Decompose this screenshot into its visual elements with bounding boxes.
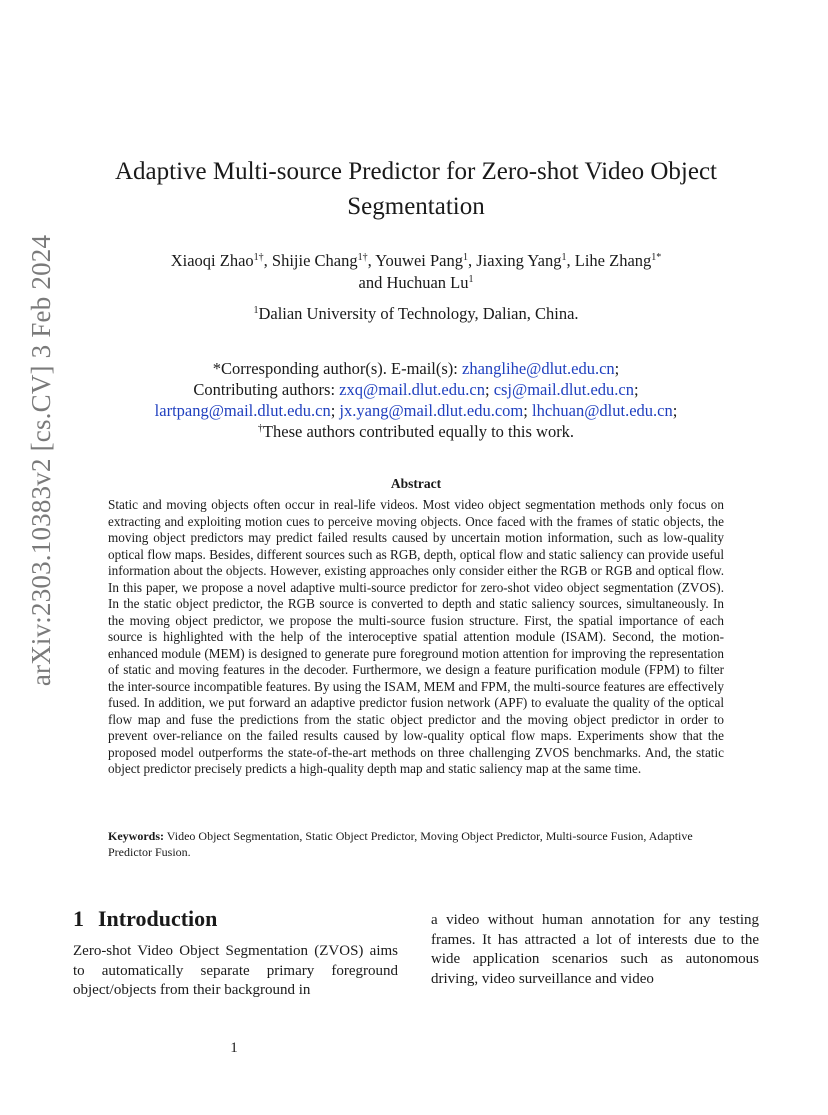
affiliation-mark: 1	[253, 305, 259, 316]
author-affiliation-mark: 1	[561, 252, 567, 263]
author-name: Youwei Pang	[375, 251, 463, 270]
paper-title: Adaptive Multi-source Predictor for Zero-shot Video Object Segmentation	[114, 158, 718, 220]
contributing-line: Contributing authors: zxq@mail.dlut.edu.cn; csj@mail.dlut.edu.cn;	[193, 380, 639, 399]
email-link[interactable]: csj@mail.dlut.edu.cn	[493, 380, 634, 399]
equal-contribution-note	[60, 421, 772, 442]
author-name: Xiaoqi Zhao	[170, 251, 254, 270]
affiliation-text: Dalian University of Technology, Dalian, China.	[258, 304, 579, 323]
author-affiliation-mark: 1†	[357, 252, 368, 263]
email-link[interactable]: lhchuan@dlut.edu.cn	[531, 401, 673, 420]
section-heading	[73, 906, 217, 932]
equal-contribution-text: These authors contributed equally to this work.	[262, 422, 575, 441]
keywords-label: Keywords:	[108, 829, 164, 843]
author-affiliation-mark: 1	[462, 252, 468, 263]
email-link[interactable]: zhanglihe@dlut.edu.cn	[462, 359, 615, 378]
contributing-label: Contributing authors:	[193, 380, 336, 399]
equal-contribution-mark: †	[257, 423, 263, 434]
email-link[interactable]: lartpang@mail.dlut.edu.cn	[154, 401, 331, 420]
affiliation	[60, 303, 772, 325]
email-link[interactable]: zxq@mail.dlut.edu.cn	[339, 380, 485, 399]
abstract-heading: Abstract	[390, 476, 442, 491]
author-conjunction: and	[358, 273, 383, 292]
section-number: 1	[73, 906, 84, 931]
corresponding-label: *Corresponding author(s). E-mail(s):	[212, 359, 458, 378]
keywords-text: Video Object Segmentation, Static Object Predictor, Moving Object Predictor, Multi-source Fusion, Adaptive Predictor Fusion.	[108, 829, 693, 859]
arxiv-identifier-text: arXiv:2303.10383v2 [cs.CV] 3 Feb 2024	[26, 234, 57, 686]
author-name: Shijie Chang	[271, 251, 358, 270]
correspondence-block	[60, 358, 772, 442]
author-affiliation-mark: 1	[468, 274, 474, 285]
email-link[interactable]: jx.yang@mail.dlut.edu.com	[339, 401, 524, 420]
contributing-line: lartpang@mail.dlut.edu.cn; jx.yang@mail.dlut.edu.com; lhchuan@dlut.edu.cn;	[154, 401, 678, 420]
section-title: Introduction	[98, 906, 218, 931]
author-affiliation-mark: 1†	[253, 252, 264, 263]
author-name: Huchuan Lu	[386, 273, 469, 292]
abstract-text: Static and moving objects often occur in real-life videos. Most video object segmentation methods only focus on extracting and exploiting motion cues to perceive moving objects. Once faced with the frames of static objects, the moving object predictors may predict failed results caused by uncertain motion information, such as low-quality optical flow maps. Besides, different sources such as RGB, depth, optical flow and static saliency can provide useful information about the objects. However, existing approaches only consider either the RGB or RGB and optical flow. In this paper, we propose a novel adaptive multi-source predictor for zero-shot video object segmentation (ZVOS). In the static object predictor, the RGB source is converted to depth and static saliency sources, simultaneously. In the moving object predictor, we propose the multi-source fusion structure. First, the spatial importance of each source is highlighted with the help of the interoceptive spatial attention module (ISAM). Second, the motion-enhanced module (MEM) is designed to generate pure foreground motion attention for improving the representation of static and moving features in the decoder. Furthermore, we design a feature purification module (FPM) to filter the inter-source incompatible features. By using the ISAM, MEM and FPM, the multi-source features are effectively fused. In addition, we put forward an adaptive predictor fusion network (APF) to evaluate the quality of the optical flow map and fuse the predictions from the static object predictor and the moving object predictor in order to prevent over-reliance on the failed results caused by low-quality optical flow maps. Experiments show that the proposed model outperforms the state-of-the-art methods on three challenging ZVOS benchmarks. And, the static object predictor precisely predicts a high-quality depth map and static saliency map at the same time.	[108, 497, 724, 776]
author-list: Xiaoqi Zhao$^{1\dagger}$, Shijie Chang$^{1\dagger}$, Youwei Pang$^1$, Jiaxing Yang$^1$, Lihe Zhang$^{1*}$ and Huchuan Lu$^1$	[170, 251, 662, 292]
author-name: Jiaxing Yang	[476, 251, 562, 270]
author-name: Lihe Zhang	[574, 251, 652, 270]
intro-paragraph-right-column: a video without human annotation for any testing frames. It has attracted a lot of interests due to the wide application scenarios such as autonomous driving, video surveillance and video	[431, 912, 759, 987]
arxiv-identifier-stamp	[20, 234, 64, 686]
page-number: 1	[230, 1040, 238, 1056]
intro-paragraph-left-column: Zero-shot Video Object Segmentation (ZVOS) aims to automatically separate primary foreground object/objects from their background in	[73, 943, 398, 998]
keywords	[108, 828, 724, 860]
author-affiliation-mark: 1*	[651, 252, 662, 263]
corresponding-line: *Corresponding author(s). E-mail(s): zhanglihe@dlut.edu.cn;	[212, 359, 620, 378]
